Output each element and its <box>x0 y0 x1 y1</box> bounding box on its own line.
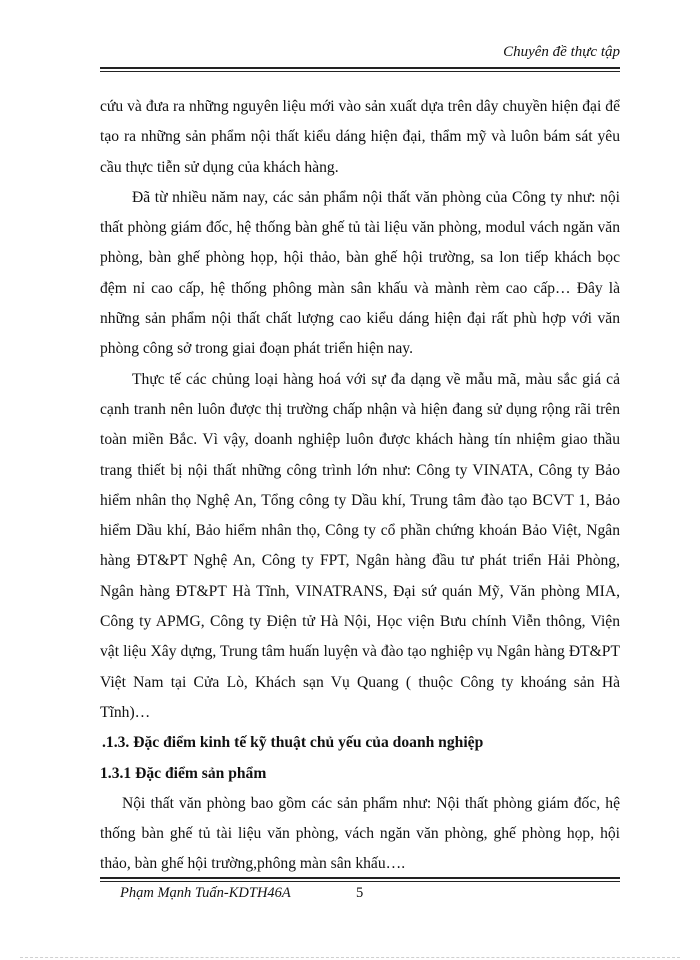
footer-rule-thin <box>100 881 620 882</box>
footer-author: Phạm Mạnh Tuấn-KDTH46A <box>120 885 291 901</box>
body-text <box>100 92 620 880</box>
header-rule <box>100 67 620 69</box>
page-header-title: Chuyên đề thực tập <box>503 44 620 60</box>
paragraph-product-features: Nội thất văn phòng bao gồm các sản phẩm như: Nội thất phòng giám đốc, hệ thống bàn ghế tủ tài liệu văn phòng, vách ngăn văn phòng, ghế phòng họp, hội thảo, bàn ghế hội trường,phông màn sân khấu…. <box>100 794 620 873</box>
page-number: 5 <box>356 885 364 901</box>
paragraph-continued: cứu và đưa ra những nguyên liệu mới vào sản xuất dựa trên dây chuyền hiện đại để tạo ra những sản phẩm nội thất kiểu dáng hiện đại, thẩm mỹ và luôn bám sát yêu cầu thực tiễn sử dụng của khách hàng. <box>100 98 620 176</box>
paragraph-products: Đã từ nhiều năm nay, các sản phẩm nội thất văn phòng của Công ty như: nội thất phòng giám đốc, hệ thống bàn ghế tủ tài liệu văn phòng, modul vách ngăn văn phòng, bàn ghế phòng họp, hội thảo, bàn ghế hội trường, sa lon tiếp khách bọc đệm nỉ cao cấp, hệ thống phông màn sân khấu và mành rèm cao cấp… Đây là những sản phẩm nội thất chất lượng cao kiểu dáng hiện đại rất phù hợp với văn phòng công sở trong giai đoạn phát triển hiện nay. <box>100 188 620 358</box>
header-rule-thin <box>100 71 620 72</box>
section-heading: .1.3. Đặc điểm kinh tế kỹ thuật chủ yếu của doanh nghiệp <box>102 734 484 752</box>
paragraph-clients: Thực tế các chủng loại hàng hoá với sự đa dạng về mẫu mã, màu sắc giá cả cạnh tranh nên luôn được thị trường chấp nhận và hiện đang sử dụng rộng rãi trên toàn miền Bắc. Vì vậy, doanh nghiệp luôn được khách hàng tín nhiệm giao thầu trang thiết bị nội thất những công trình lớn như: Công ty VINATA, Công ty Bảo hiểm nhân thọ Nghệ An, Tổng công ty Dầu khí, Trung tâm đào tạo BCVT 1, Bảo hiểm Dầu khí, Bảo hiểm nhân thọ, Công ty cổ phần chứng khoán Bảo Việt, Ngân hàng ĐT&PT Nghệ An, Công ty FPT, Ngân hàng đầu tư phát triển Hải Phòng, Ngân hàng ĐT&PT Hà Tĩnh, VINATRANS, Đại sứ quán Mỹ, Văn phòng MIA, Công ty APMG, Công ty Điện tử Hà Nội, Học viện Bưu chính Viễn thông, Viện vật liệu Xây dựng, Trung tâm huấn luyện và đào tạo nghiệp vụ Ngân hàng ĐT&PT Việt Nam tại Cửa Lò, Khách sạn Vụ Quang ( thuộc Công ty khoáng sản Hà Tĩnh)… <box>100 370 620 721</box>
subsection-heading: 1.3.1 Đặc điểm sản phẩm <box>100 764 267 782</box>
footer-rule <box>100 877 620 879</box>
page-bottom-border <box>20 957 680 958</box>
